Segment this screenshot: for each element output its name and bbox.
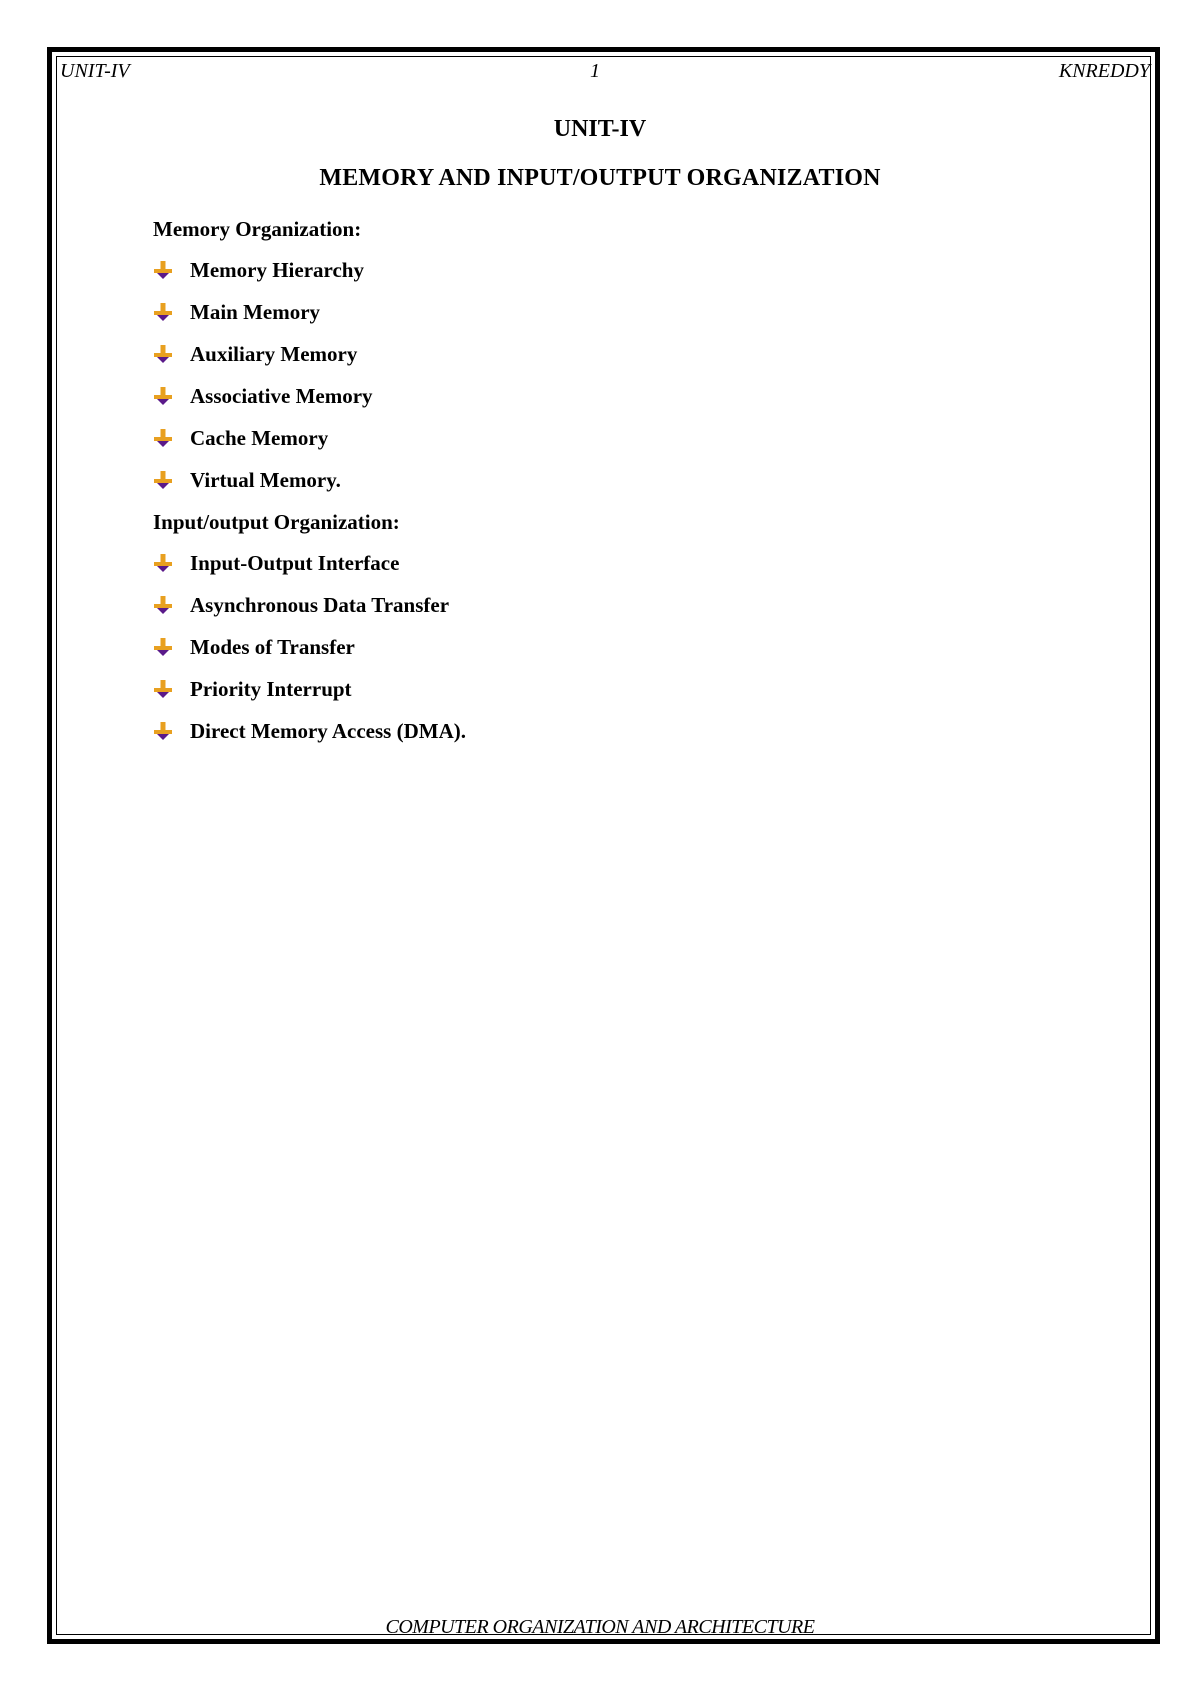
down-arrow-bullet-icon bbox=[153, 302, 173, 322]
down-arrow-bullet-icon bbox=[153, 637, 173, 657]
list-item-label: Virtual Memory. bbox=[190, 467, 341, 492]
list-item bbox=[153, 591, 449, 619]
list-item bbox=[153, 424, 328, 452]
list-item-label: Auxiliary Memory bbox=[190, 341, 358, 366]
list-item-label: Priority Interrupt bbox=[190, 676, 352, 701]
list-item-label: Asynchronous Data Transfer bbox=[190, 592, 450, 617]
down-arrow-bullet-icon bbox=[153, 260, 173, 280]
list-item bbox=[153, 382, 373, 410]
header-page-number: 1 bbox=[590, 60, 600, 82]
list-item-label: Cache Memory bbox=[190, 425, 329, 450]
list-item-label: Associative Memory bbox=[190, 383, 373, 408]
down-arrow-bullet-icon bbox=[153, 428, 173, 448]
page-border-inner bbox=[56, 56, 1151, 1635]
down-arrow-bullet-icon bbox=[153, 386, 173, 406]
list-item-label: Direct Memory Access (DMA). bbox=[190, 718, 466, 743]
list-item-label: Memory Hierarchy bbox=[190, 257, 364, 282]
down-arrow-bullet-icon bbox=[153, 344, 173, 364]
list-item bbox=[153, 340, 357, 368]
down-arrow-bullet-icon bbox=[153, 553, 173, 573]
list-item bbox=[153, 675, 352, 703]
list-item bbox=[153, 549, 399, 577]
list-item bbox=[153, 633, 355, 661]
list-item-label: Main Memory bbox=[190, 299, 321, 324]
down-arrow-bullet-icon bbox=[153, 679, 173, 699]
header-author: KNREDDY bbox=[1058, 60, 1150, 82]
memory-section-heading: Memory Organization: bbox=[153, 217, 362, 241]
down-arrow-bullet-icon bbox=[153, 721, 173, 741]
list-item-label: Modes of Transfer bbox=[190, 634, 355, 659]
list-item bbox=[153, 466, 341, 494]
list-item bbox=[153, 717, 466, 745]
main-title: MEMORY AND INPUT/OUTPUT ORGANIZATION bbox=[319, 165, 881, 191]
unit-title: UNIT-IV bbox=[553, 116, 647, 142]
running-header bbox=[60, 60, 1150, 86]
down-arrow-bullet-icon bbox=[153, 470, 173, 490]
io-section-heading: Input/output Organization: bbox=[153, 510, 400, 534]
header-unit-label: UNIT-IV bbox=[60, 60, 130, 82]
running-footer: COMPUTER ORGANIZATION AND ARCHITECTURE bbox=[385, 1616, 815, 1638]
list-item-label: Input-Output Interface bbox=[190, 550, 400, 575]
down-arrow-bullet-icon bbox=[153, 595, 173, 615]
page-border bbox=[47, 47, 1160, 1644]
list-item bbox=[153, 298, 320, 326]
list-item bbox=[153, 256, 364, 284]
